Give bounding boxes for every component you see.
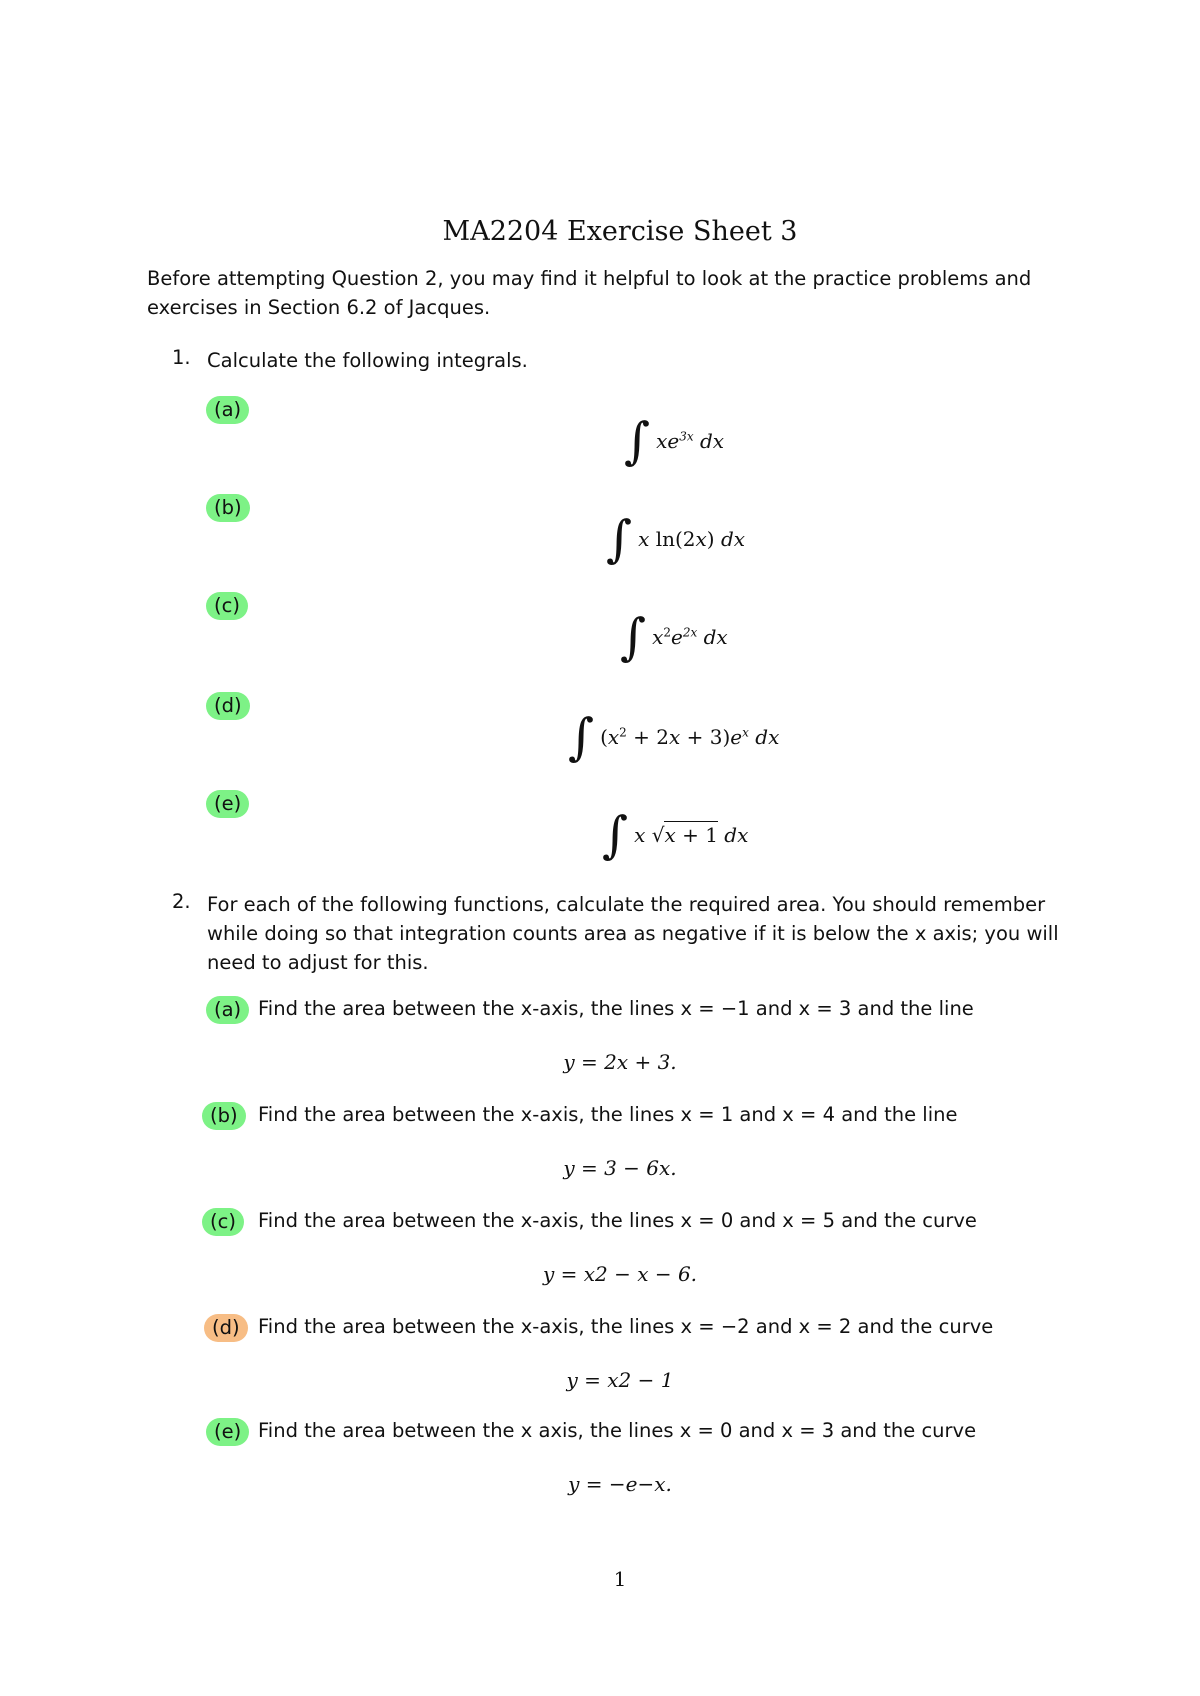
q1-part-c-label: (c)	[206, 592, 248, 620]
page-title: MA2204 Exercise Sheet 3	[442, 216, 798, 247]
q2-part-e-text: Find the area between the x axis, the lines x = 0 and x = 3 and the curve	[258, 1419, 977, 1442]
q2-part-c-text: Find the area between the x-axis, the lines x = 0 and x = 5 and the curve	[258, 1209, 977, 1232]
integral-icon: ∫	[606, 510, 633, 568]
question-1-number: 1.	[172, 346, 191, 369]
q1-part-e-integral: ∫ x √x + 1 dx	[602, 806, 749, 864]
q1-part-a-integral: ∫ $xe^{3x}$ dx	[624, 412, 725, 470]
q1-part-c-integral: ∫ $x^2e^{2x}$ dx	[620, 608, 728, 666]
question-2-number: 2.	[172, 890, 191, 913]
q2-part-a-label: (a)	[206, 996, 249, 1024]
q1-part-b-integral: ∫ x ln(2x) dx	[606, 510, 746, 568]
page-number: 1	[613, 1567, 627, 1591]
integral-icon: ∫	[568, 708, 595, 766]
q2-part-d-text: Find the area between the x-axis, the lines x = −2 and x = 2 and the curve	[258, 1315, 994, 1338]
q2-part-d-equation: y = x2 − 1	[566, 1368, 674, 1392]
q2-part-c-equation: y = x2 − x − 6.	[542, 1262, 698, 1286]
q2-part-d-label: (d)	[204, 1314, 248, 1342]
q2-part-c-label: (c)	[202, 1208, 244, 1236]
q1-part-a-label: (a)	[206, 396, 249, 424]
q2-part-a-text: Find the area between the x-axis, the lines x = −1 and x = 3 and the line	[258, 997, 974, 1020]
question-1-text: Calculate the following integrals.	[207, 349, 528, 372]
q2-part-b-label: (b)	[202, 1102, 246, 1130]
intro-paragraph: Before attempting Question 2, you may find it helpful to look at the practice problems and exercises in Section 6.2 of Jacques.	[147, 267, 1032, 319]
q1-part-b-label: (b)	[206, 494, 250, 522]
q2-part-b-equation: y = 3 − 6x.	[563, 1156, 677, 1180]
q1-part-e-label: (e)	[206, 790, 249, 818]
q2-part-e-equation: y = −e−x.	[568, 1472, 672, 1496]
q2-part-b-text: Find the area between the x-axis, the lines x = 1 and x = 4 and the line	[258, 1103, 958, 1126]
q1-part-d-integral: ∫ $(x^2 + 2x + 3)e^x$ dx	[568, 708, 780, 766]
q1-part-d-label: (d)	[206, 692, 250, 720]
integral-icon: ∫	[620, 608, 647, 666]
q2-part-e-label: (e)	[206, 1418, 249, 1446]
integral-icon: ∫	[602, 806, 629, 864]
question-2-text: For each of the following functions, calculate the required area. You should remember while doing so that integration counts area as negative if it is below the x axis; you will need to adjust for this.	[207, 893, 1059, 974]
q2-part-a-equation: y = 2x + 3.	[563, 1050, 677, 1074]
integral-icon: ∫	[624, 412, 651, 470]
